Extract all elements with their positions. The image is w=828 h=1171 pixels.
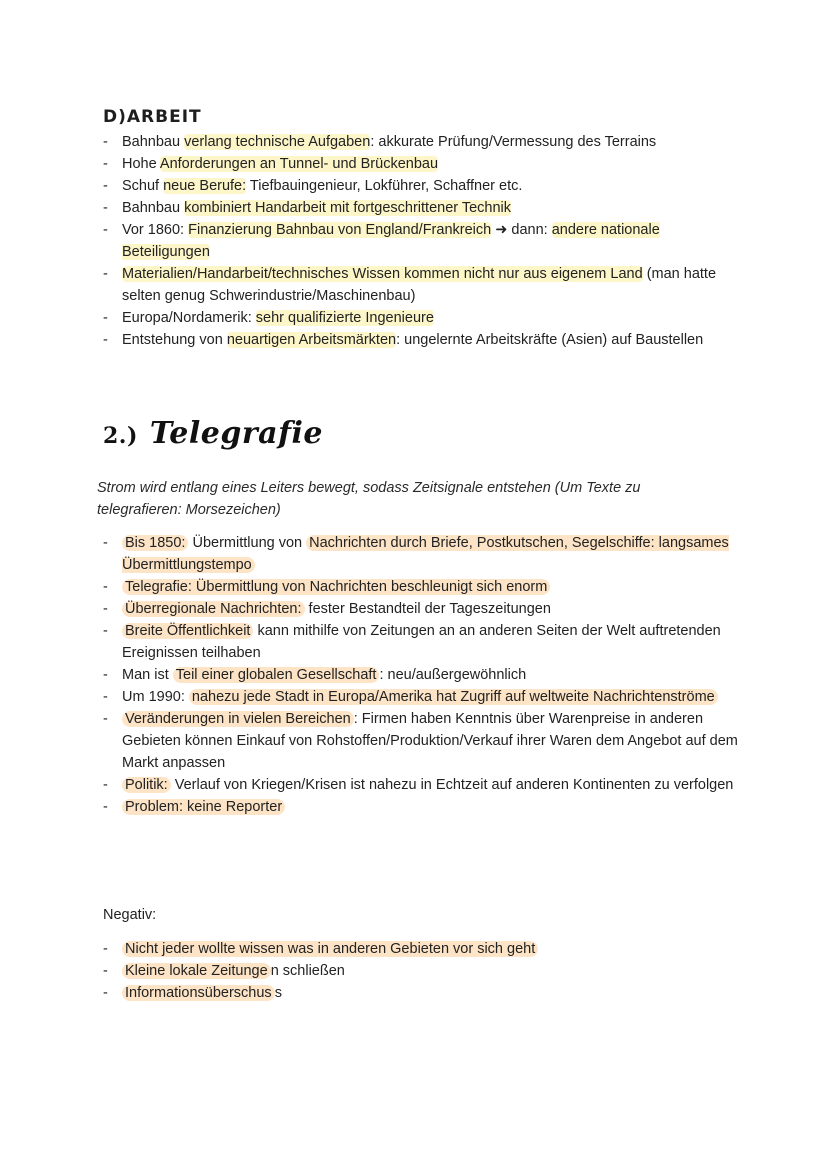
list-item: - Überregionale Nachrichten: fester Bestandteil der Tageszeitungen <box>103 598 743 620</box>
list-item: - Bahnbau verlang technische Aufgaben: akkurate Prüfung/Vermessung des Terrains <box>103 131 743 153</box>
highlight: kombiniert Handarbeit mit fortgeschrittener Technik <box>184 200 512 216</box>
arbeit-list <box>103 131 743 351</box>
list-item: - Kleine lokale Zeitunge n schließen <box>103 960 743 982</box>
highlight: Breite Öffentlichkeit <box>122 623 253 639</box>
list-item <box>103 938 743 960</box>
highlight: Materialien/Handarbeit/technisches Wissen kommen nicht nur aus eigenem Land <box>122 266 643 282</box>
negative-list <box>103 938 743 1004</box>
highlight: Nachrichten durch Briefe, Postkutschen, Segelschiffe: langsames Übermittlungstempo <box>122 535 729 573</box>
telegrafie-list <box>103 532 743 818</box>
highlight: nahezu jede Stadt in Europa/Amerika hat Zugriff auf weltweite Nachrichtenströme <box>189 689 718 705</box>
highlight: neue Berufe: <box>163 178 247 194</box>
list-item: - Man ist Teil einer globalen Gesellschaft : neu/außergewöhnlich <box>103 664 743 686</box>
list-item: - Informationsüberschus s <box>103 982 743 1004</box>
highlight: Anforderungen an Tunnel- und Brückenbau <box>159 156 439 172</box>
list-item: - Bahnbau kombiniert Handarbeit mit fortgeschrittener Technik <box>103 197 743 219</box>
arrow-right-icon: ➜ <box>495 222 508 238</box>
intro-paragraph: Strom wird entlang eines Leiters bewegt, sodass Zeitsignale entstehen (Um Texte zu telegrafieren: Morsezeichen) <box>97 480 641 518</box>
highlight: Überregionale Nachrichten: <box>122 601 305 617</box>
list-item <box>103 796 743 818</box>
list-item: - Veränderungen in vielen Bereichen : Firmen haben Kenntnis über Warenpreise in anderen Gebieten können Einkauf von Rohstoffen/Produktion/Verkauf ihrer Waren dem Angebot auf dem Markt anpassen <box>103 708 743 774</box>
section-heading-telegrafie <box>103 412 323 458</box>
highlight: Telegrafie: Übermittlung von Nachrichten beschleunigt sich enorm <box>122 579 550 595</box>
list-item: - Um 1990: nahezu jede Stadt in Europa/Amerika hat Zugriff auf weltweite Nachrichtenströme <box>103 686 743 708</box>
highlight: Problem: keine Reporter <box>122 799 285 815</box>
list-item: - Politik: Verlauf von Kriegen/Krisen ist nahezu in Echtzeit auf anderen Kontinenten zu verfolgen <box>103 774 743 796</box>
highlight: Nicht jeder wollte wissen was in anderen Gebieten vor sich geht <box>122 941 538 957</box>
list-item: - Hohe Anforderungen an Tunnel- und Brückenbau <box>103 153 743 175</box>
section-heading-arbeit: D)ARBEIT <box>103 107 202 127</box>
list-item <box>103 576 743 598</box>
section-number: 2.) <box>103 423 138 449</box>
list-item: - Vor 1860: Finanzierung Bahnbau von England/Frankreich ➜ dann: andere nationale Beteiligungen <box>103 219 743 263</box>
highlight: Teil einer globalen Gesellschaft <box>173 667 380 683</box>
highlight: Veränderungen in vielen Bereichen <box>122 711 354 727</box>
list-item: - Bis 1850: Übermittlung von Nachrichten durch Briefe, Postkutschen, Segelschiffe: langsames Übermittlungstempo <box>103 532 743 576</box>
list-item: - Europa/Nordamerik: sehr qualifizierte Ingenieure <box>103 307 743 329</box>
highlight: verlang technische Aufgaben <box>184 134 371 150</box>
negative-label: Negativ: <box>103 907 157 923</box>
highlight: Informationsüberschus <box>122 985 275 1001</box>
highlight: Bis 1850: <box>122 535 188 551</box>
list-item: - Schuf neue Berufe: Tiefbauingenieur, Lokführer, Schaffner etc. <box>103 175 743 197</box>
list-item: - Breite Öffentlichkeit kann mithilfe von Zeitungen an an anderen Seiten der Welt auftretenden Ereignissen teilhaben <box>103 620 743 664</box>
highlight: andere nationale Beteiligungen <box>122 222 660 260</box>
highlight: neuartigen Arbeitsmärkten <box>226 332 397 348</box>
highlight: Politik: <box>122 777 171 793</box>
highlight: Kleine lokale Zeitunge <box>122 963 271 979</box>
list-item: - Materialien/Handarbeit/technisches Wissen kommen nicht nur aus eigenem Land (man hatte selten genug Schwerindustrie/Maschinenbau) <box>103 263 743 307</box>
list-item: - Entstehung von neuartigen Arbeitsmärkten: ungelernte Arbeitskräfte (Asien) auf Baustellen <box>103 329 743 351</box>
section-title: Telegrafie <box>149 416 323 451</box>
highlight: Finanzierung Bahnbau von England/Frankreich <box>188 222 492 238</box>
highlight: sehr qualifizierte Ingenieure <box>255 310 434 326</box>
